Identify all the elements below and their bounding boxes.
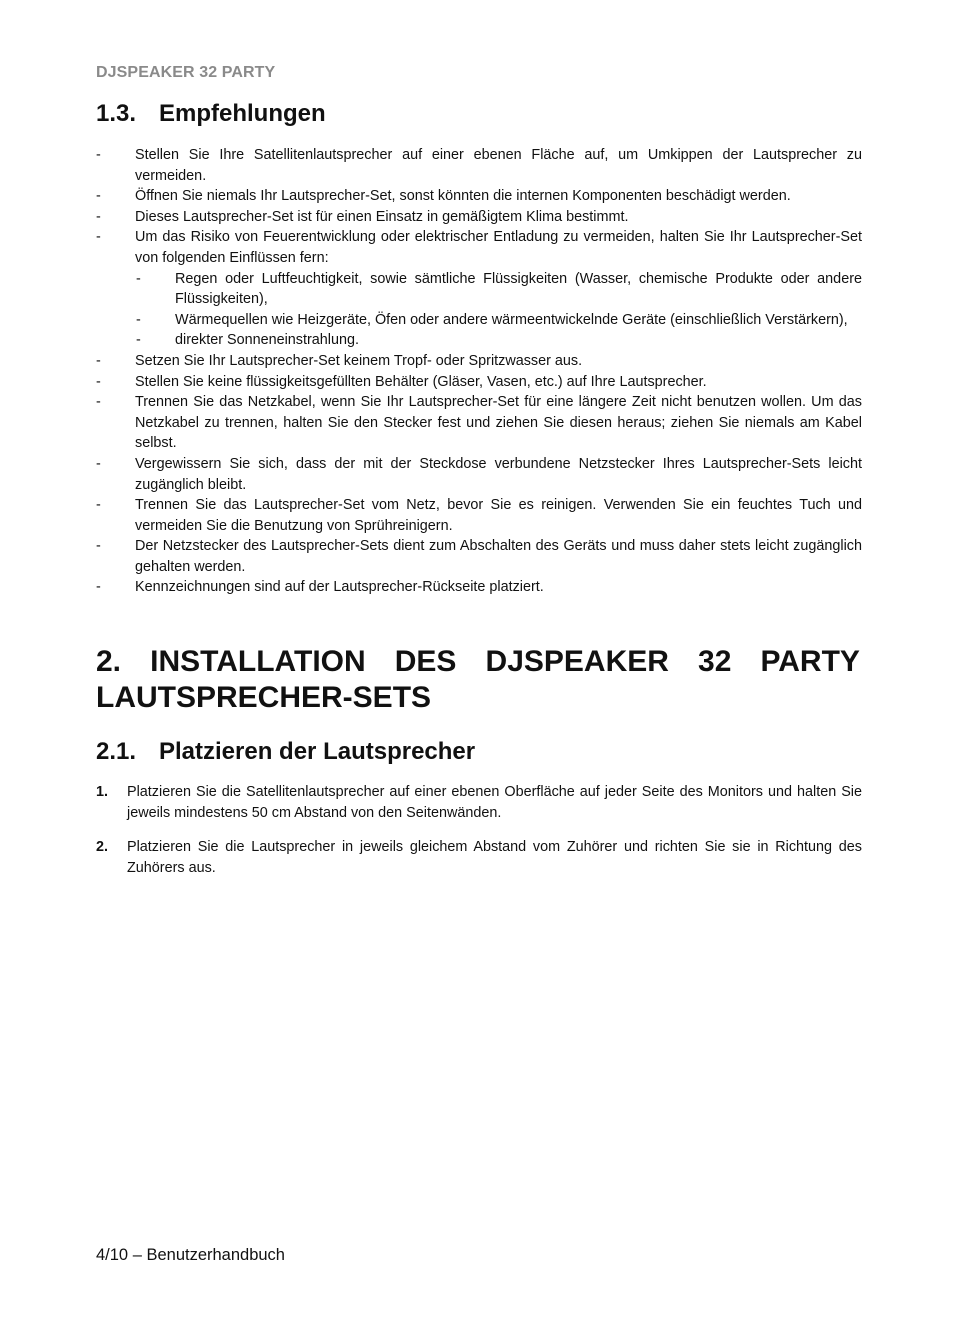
list-dash: - (96, 455, 101, 472)
list-dash: - (96, 352, 101, 369)
list-dash: - (96, 229, 101, 246)
chapter-heading-line2: LAUTSPRECHER-SETS (96, 681, 432, 714)
recommendations-list (96, 145, 862, 598)
list-item (96, 392, 862, 454)
list-dash: - (136, 270, 141, 287)
list-dash: - (96, 188, 101, 205)
list-item-text: Dieses Lautsprecher-Set ist für einen Einsatz in gemäßigtem Klima bestimmt. (135, 208, 629, 225)
list-item-text: Vergewissern Sie sich, dass der mit der Steckdose verbundene Netzstecker Ihres Lautsprecher-Sets leicht zugänglich bleibt. (135, 455, 862, 493)
page-footer: 4/10 – Benutzerhandbuch (96, 1246, 285, 1264)
list-item (96, 351, 862, 372)
section-title: Empfehlungen (159, 100, 326, 127)
sub-list-item-text: Regen oder Luftfeuchtigkeit, sowie sämtliche Flüssigkeiten (Wasser, chemische Produkte oder andere Flüssigkeiten), (175, 270, 862, 308)
list-dash: - (96, 497, 101, 514)
list-item (96, 577, 862, 598)
section-heading-2-1 (96, 738, 475, 766)
step-text: Platzieren Sie die Satellitenlautsprecher auf einer ebenen Oberfläche auf jeder Seite des Monitors und halten Sie jeweils mindestens 50 cm Abstand von den Seitenwänden. (127, 784, 862, 821)
list-item-text: Trennen Sie das Lautsprecher-Set vom Netz, bevor Sie es reinigen. Verwenden Sie ein feuchtes Tuch und vermeiden Sie die Benutzung von Sprühreinigern. (135, 497, 862, 534)
list-item-text: Setzen Sie Ihr Lautsprecher-Set keinem Tropf- oder Spritzwasser aus. (135, 352, 583, 369)
chapter-heading-word: 2. (96, 645, 122, 678)
list-item (96, 186, 862, 207)
sub-list-item (96, 330, 862, 351)
list-item (96, 372, 862, 393)
placement-steps-list (96, 782, 862, 892)
numbered-step (96, 782, 862, 824)
list-item-text: Der Netzstecker des Lautsprecher-Sets dient zum Abschalten des Geräts und muss daher stets leicht zugänglich gehalten werden. (135, 538, 862, 575)
section-heading-1-3 (96, 100, 326, 128)
chapter-heading-word: 32 (698, 645, 732, 678)
list-item-text: Öffnen Sie niemals Ihr Lautsprecher-Set, sonst könnten die internen Komponenten beschädigt werden. (135, 188, 791, 205)
list-item (96, 227, 862, 268)
numbered-step (96, 837, 862, 879)
list-item (96, 207, 862, 228)
chapter-heading-word: DES (394, 645, 457, 678)
list-dash: - (96, 208, 101, 225)
running-header: DJSPEAKER 32 PARTY (96, 64, 276, 81)
sub-list-item (96, 310, 862, 331)
chapter-heading-line1 (96, 644, 860, 680)
chapter-heading-word: DJSPEAKER (485, 645, 669, 678)
list-item-text: Stellen Sie Ihre Satellitenlautsprecher auf einer ebenen Fläche auf, um Umkippen der Lautsprecher zu vermeiden. (135, 147, 862, 184)
step-number: 2. (96, 839, 109, 855)
list-dash: - (96, 373, 101, 390)
list-item (96, 536, 862, 577)
list-dash: - (96, 394, 101, 411)
list-item-text: Um das Risiko von Feuerentwicklung oder elektrischer Entladung zu vermeiden, halten Sie Ihr Lautsprecher-Set von folgenden Einflüssen fern: (135, 229, 862, 266)
list-item (96, 495, 862, 536)
sub-list-item-text: direkter Sonneneinstrahlung. (175, 332, 360, 349)
list-item (96, 454, 862, 495)
list-dash: - (96, 538, 101, 555)
list-dash: - (96, 147, 101, 163)
step-number: 1. (96, 784, 109, 800)
sub-list-item-text: Wärmequellen wie Heizgeräte, Öfen oder andere wärmeentwickelnde Geräte (einschließlich Verstärkern), (175, 311, 848, 328)
section-number: 1.3. (96, 100, 137, 127)
list-dash: - (96, 579, 101, 596)
sub-list-item (96, 269, 862, 310)
list-dash: - (136, 311, 141, 328)
chapter-heading-word: PARTY (760, 645, 860, 678)
chapter-heading-2 (96, 644, 860, 716)
list-item-text: Trennen Sie das Netzkabel, wenn Sie Ihr Lautsprecher-Set für eine längere Zeit nicht benutzen wollen. Um das Netzkabel zu trennen, halten Sie den Stecker fest und ziehen Sie diesen heraus; ziehen Sie niemals am Kabel selbst. (135, 394, 862, 452)
section-title: Platzieren der Lautsprecher (159, 738, 476, 765)
step-text: Platzieren Sie die Lautsprecher in jeweils gleichem Abstand vom Zuhörer und richten Sie sie in Richtung des Zuhörers aus. (127, 839, 862, 876)
list-dash: - (136, 332, 141, 349)
list-item-text: Kennzeichnungen sind auf der Lautsprecher-Rückseite platziert. (135, 579, 544, 596)
section-number: 2.1. (96, 738, 137, 765)
chapter-heading-word: INSTALLATION (150, 645, 366, 678)
list-item (96, 145, 862, 186)
list-item-text: Stellen Sie keine flüssigkeitsgefüllten Behälter (Gläser, Vasen, etc.) auf Ihre Lautsprecher. (135, 373, 707, 390)
